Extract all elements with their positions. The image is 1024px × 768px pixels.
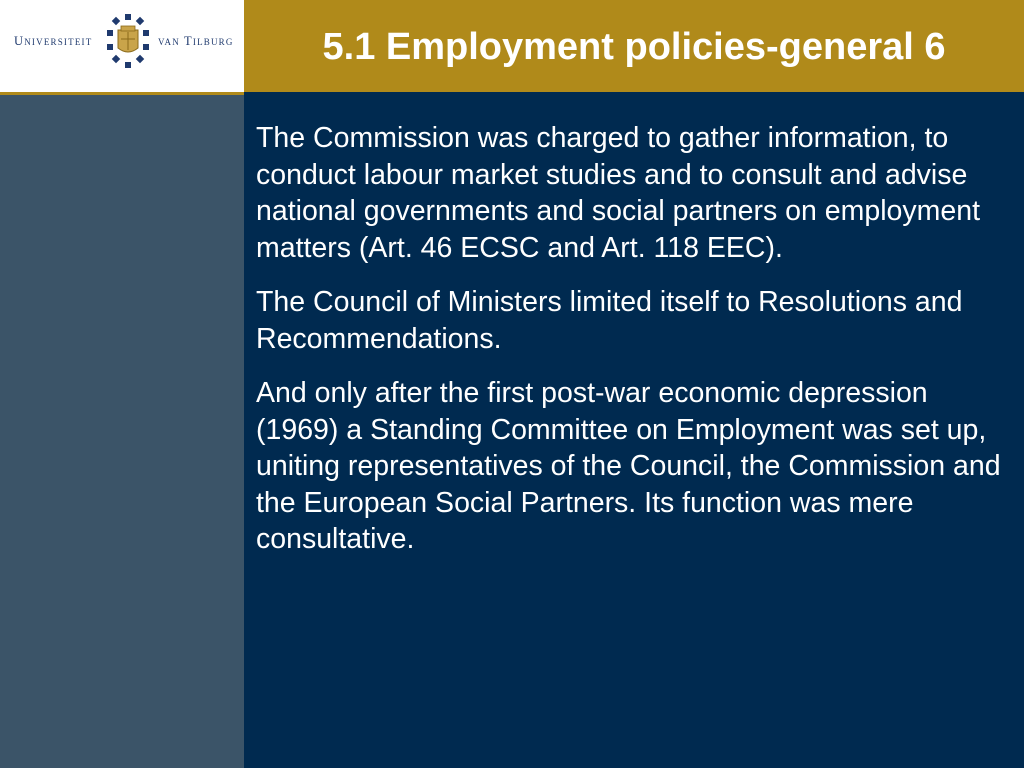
slide-body (256, 120, 1016, 576)
paragraph-council: The Council of Ministers limited itself to Resolutions and Recommendations. (256, 286, 963, 355)
logo-text-universiteit: Universiteit (14, 34, 93, 48)
university-seal-icon (104, 12, 152, 72)
logo-text-van-tilburg: van Tilburg (158, 34, 234, 48)
paragraph-commission: The Commission was charged to gather information, to conduct labour market studies and to consult and advise national governments and social partners on employment matters (Art. 46 ECSC and Art. 118 EEC). (256, 122, 980, 264)
university-logo (0, 0, 244, 92)
side-panel (0, 95, 244, 768)
paragraph-standing-committee: And only after the first post-war economic depression (1969) a Standing Committee on Employment was set up, uniting representatives of the Council, the Commission and the European Social Partners. Its function was mere consultative. (256, 377, 1001, 555)
slide-title: 5.1 Employment policies-general 6 (322, 26, 946, 68)
